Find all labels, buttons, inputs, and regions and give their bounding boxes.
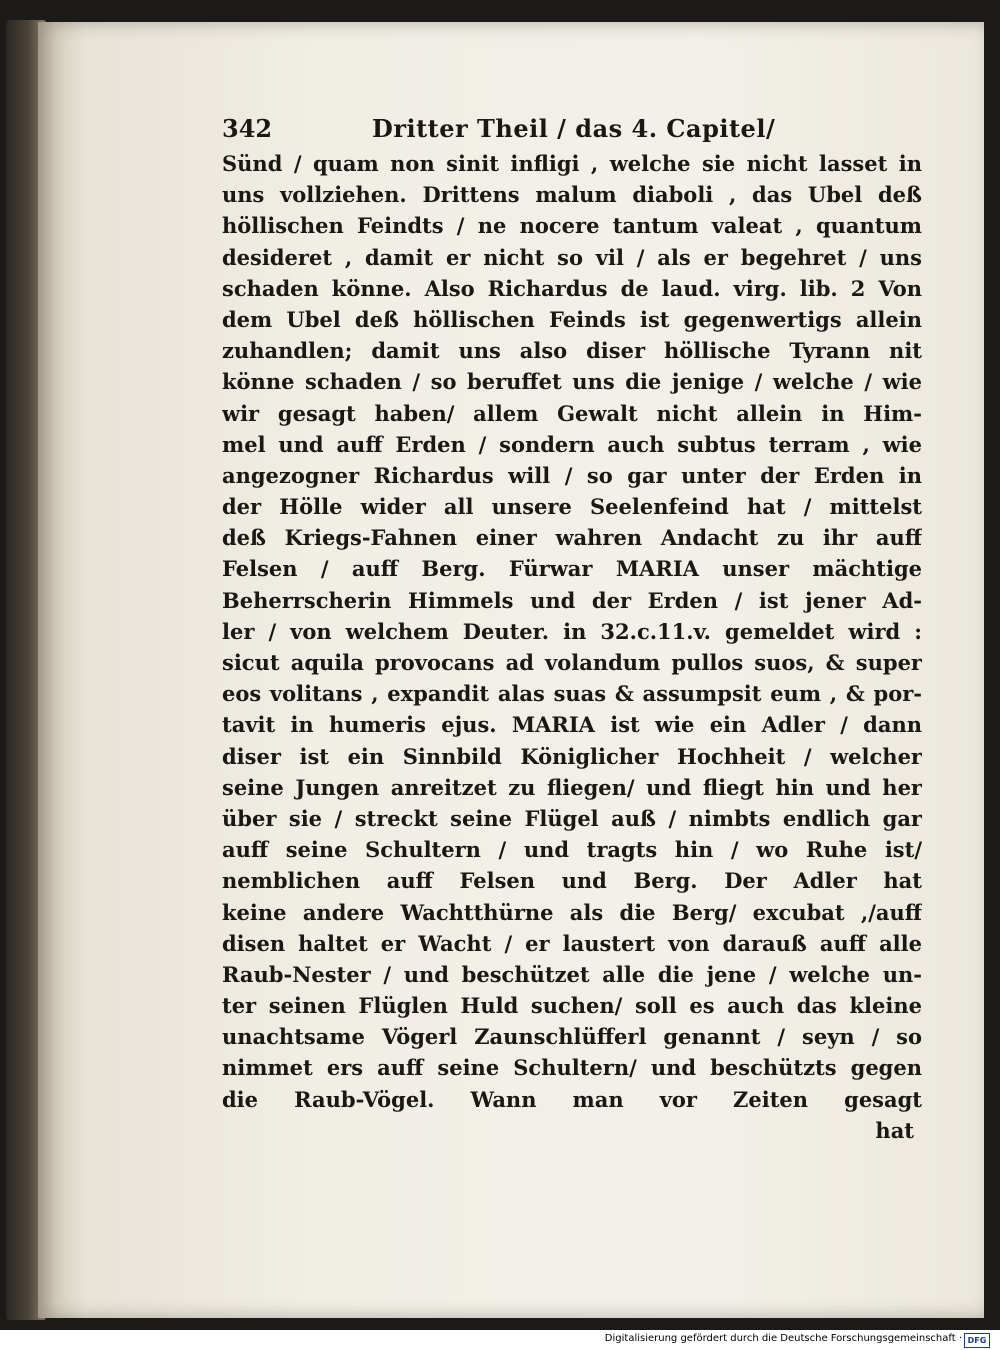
- text-line: Felsen / auff Berg. Fürwar MARIA unser mächtige: [222, 556, 922, 582]
- footer-bar: [0, 1330, 1000, 1350]
- text-line: nimmet ers auff seine Schultern/ und beschützts gegen: [222, 1055, 922, 1081]
- text-line: ler / von welchem Deuter. in 32.c.11.v. gemeldet wird :: [222, 618, 922, 644]
- funding-credit: Digitalisierung gefördert durch die Deutsche Forschungsgemeinschaft ·: [604, 1333, 962, 1344]
- text-line: wir gesagt haben/ allem Gewalt nicht allein in Him-: [222, 400, 922, 426]
- text-line: schaden könne. Also Richardus de laud. virg. lib. 2 Von: [222, 275, 922, 301]
- text-line: nemblichen auff Felsen und Berg. Der Adler hat: [222, 868, 922, 894]
- text-line: könne schaden / so beruffet uns die jenige / welche / wie: [222, 369, 922, 395]
- text-line: tavit in humeris ejus. MARIA ist wie ein Adler / dann: [222, 712, 922, 738]
- page-header: [222, 112, 782, 146]
- text-line: deß Kriegs-Fahnen einer wahren Andacht zu ihr auff: [222, 525, 922, 551]
- text-line: der Hölle wider all unsere Seelenfeind hat / mittelst: [222, 494, 922, 520]
- text-line: zuhandlen; damit uns also diser höllische Tyrann nit: [222, 338, 922, 364]
- text-line: höllischen Feindts / ne nocere tantum valeat , quantum: [222, 213, 922, 239]
- text-line: seine Jungen anreitzet zu fliegen/ und fliegt hin und her: [222, 774, 922, 800]
- text-line: Beherrscherin Himmels und der Erden / ist jener Ad-: [222, 587, 922, 613]
- running-head: Dritter Theil / das 4. Capitel/: [372, 114, 776, 143]
- text-line: Raub-Nester / und beschützet alle die jene / welche un-: [222, 961, 922, 987]
- text-line: unachtsame Vögerl Zaunschlüfferl genannt / seyn / so: [222, 1024, 922, 1050]
- dfg-logo: DFG: [964, 1333, 990, 1348]
- text-line: über sie / streckt seine Flügel auß / nimbts endlich gar: [222, 805, 922, 831]
- text-line: eos volitans , expandit alas suas & assumpsit eum , & por-: [222, 681, 922, 707]
- text-line: dem Ubel deß höllischen Feinds ist gegenwertigs allein: [222, 306, 922, 332]
- text-line: mel und auff Erden / sondern auch subtus terram , wie: [222, 431, 922, 457]
- text-line: desideret , damit er nicht so vil / als er begehret / uns: [222, 244, 922, 270]
- page-body-text: [222, 148, 922, 1146]
- text-line: auff seine Schultern / und tragts hin / wo Ruhe ist/: [222, 837, 922, 863]
- catchword: hat: [875, 1117, 914, 1143]
- text-line: disen haltet er Wacht / er laustert von darauß auff alle: [222, 930, 922, 956]
- page-number: 342: [222, 114, 273, 143]
- text-line: angezogner Richardus will / so gar unter der Erden in: [222, 462, 922, 488]
- text-line: die Raub-Vögel. Wann man vor Zeiten gesagt: [222, 1086, 922, 1112]
- text-line: diser ist ein Sinnbild Königlicher Hochheit / welcher: [222, 743, 922, 769]
- text-line: keine andere Wachtthürne als die Berg/ excubat ,/auff: [222, 899, 922, 925]
- text-line: Sünd / quam non sinit infligi , welche sie nicht lasset in: [222, 151, 922, 176]
- text-line: ter seinen Flüglen Huld suchen/ soll es auch das kleine: [222, 993, 922, 1019]
- text-line: uns vollziehen. Drittens malum diaboli , das Ubel deß: [222, 182, 922, 208]
- text-line: sicut aquila provocans ad volandum pullos suos, & super: [222, 650, 922, 675]
